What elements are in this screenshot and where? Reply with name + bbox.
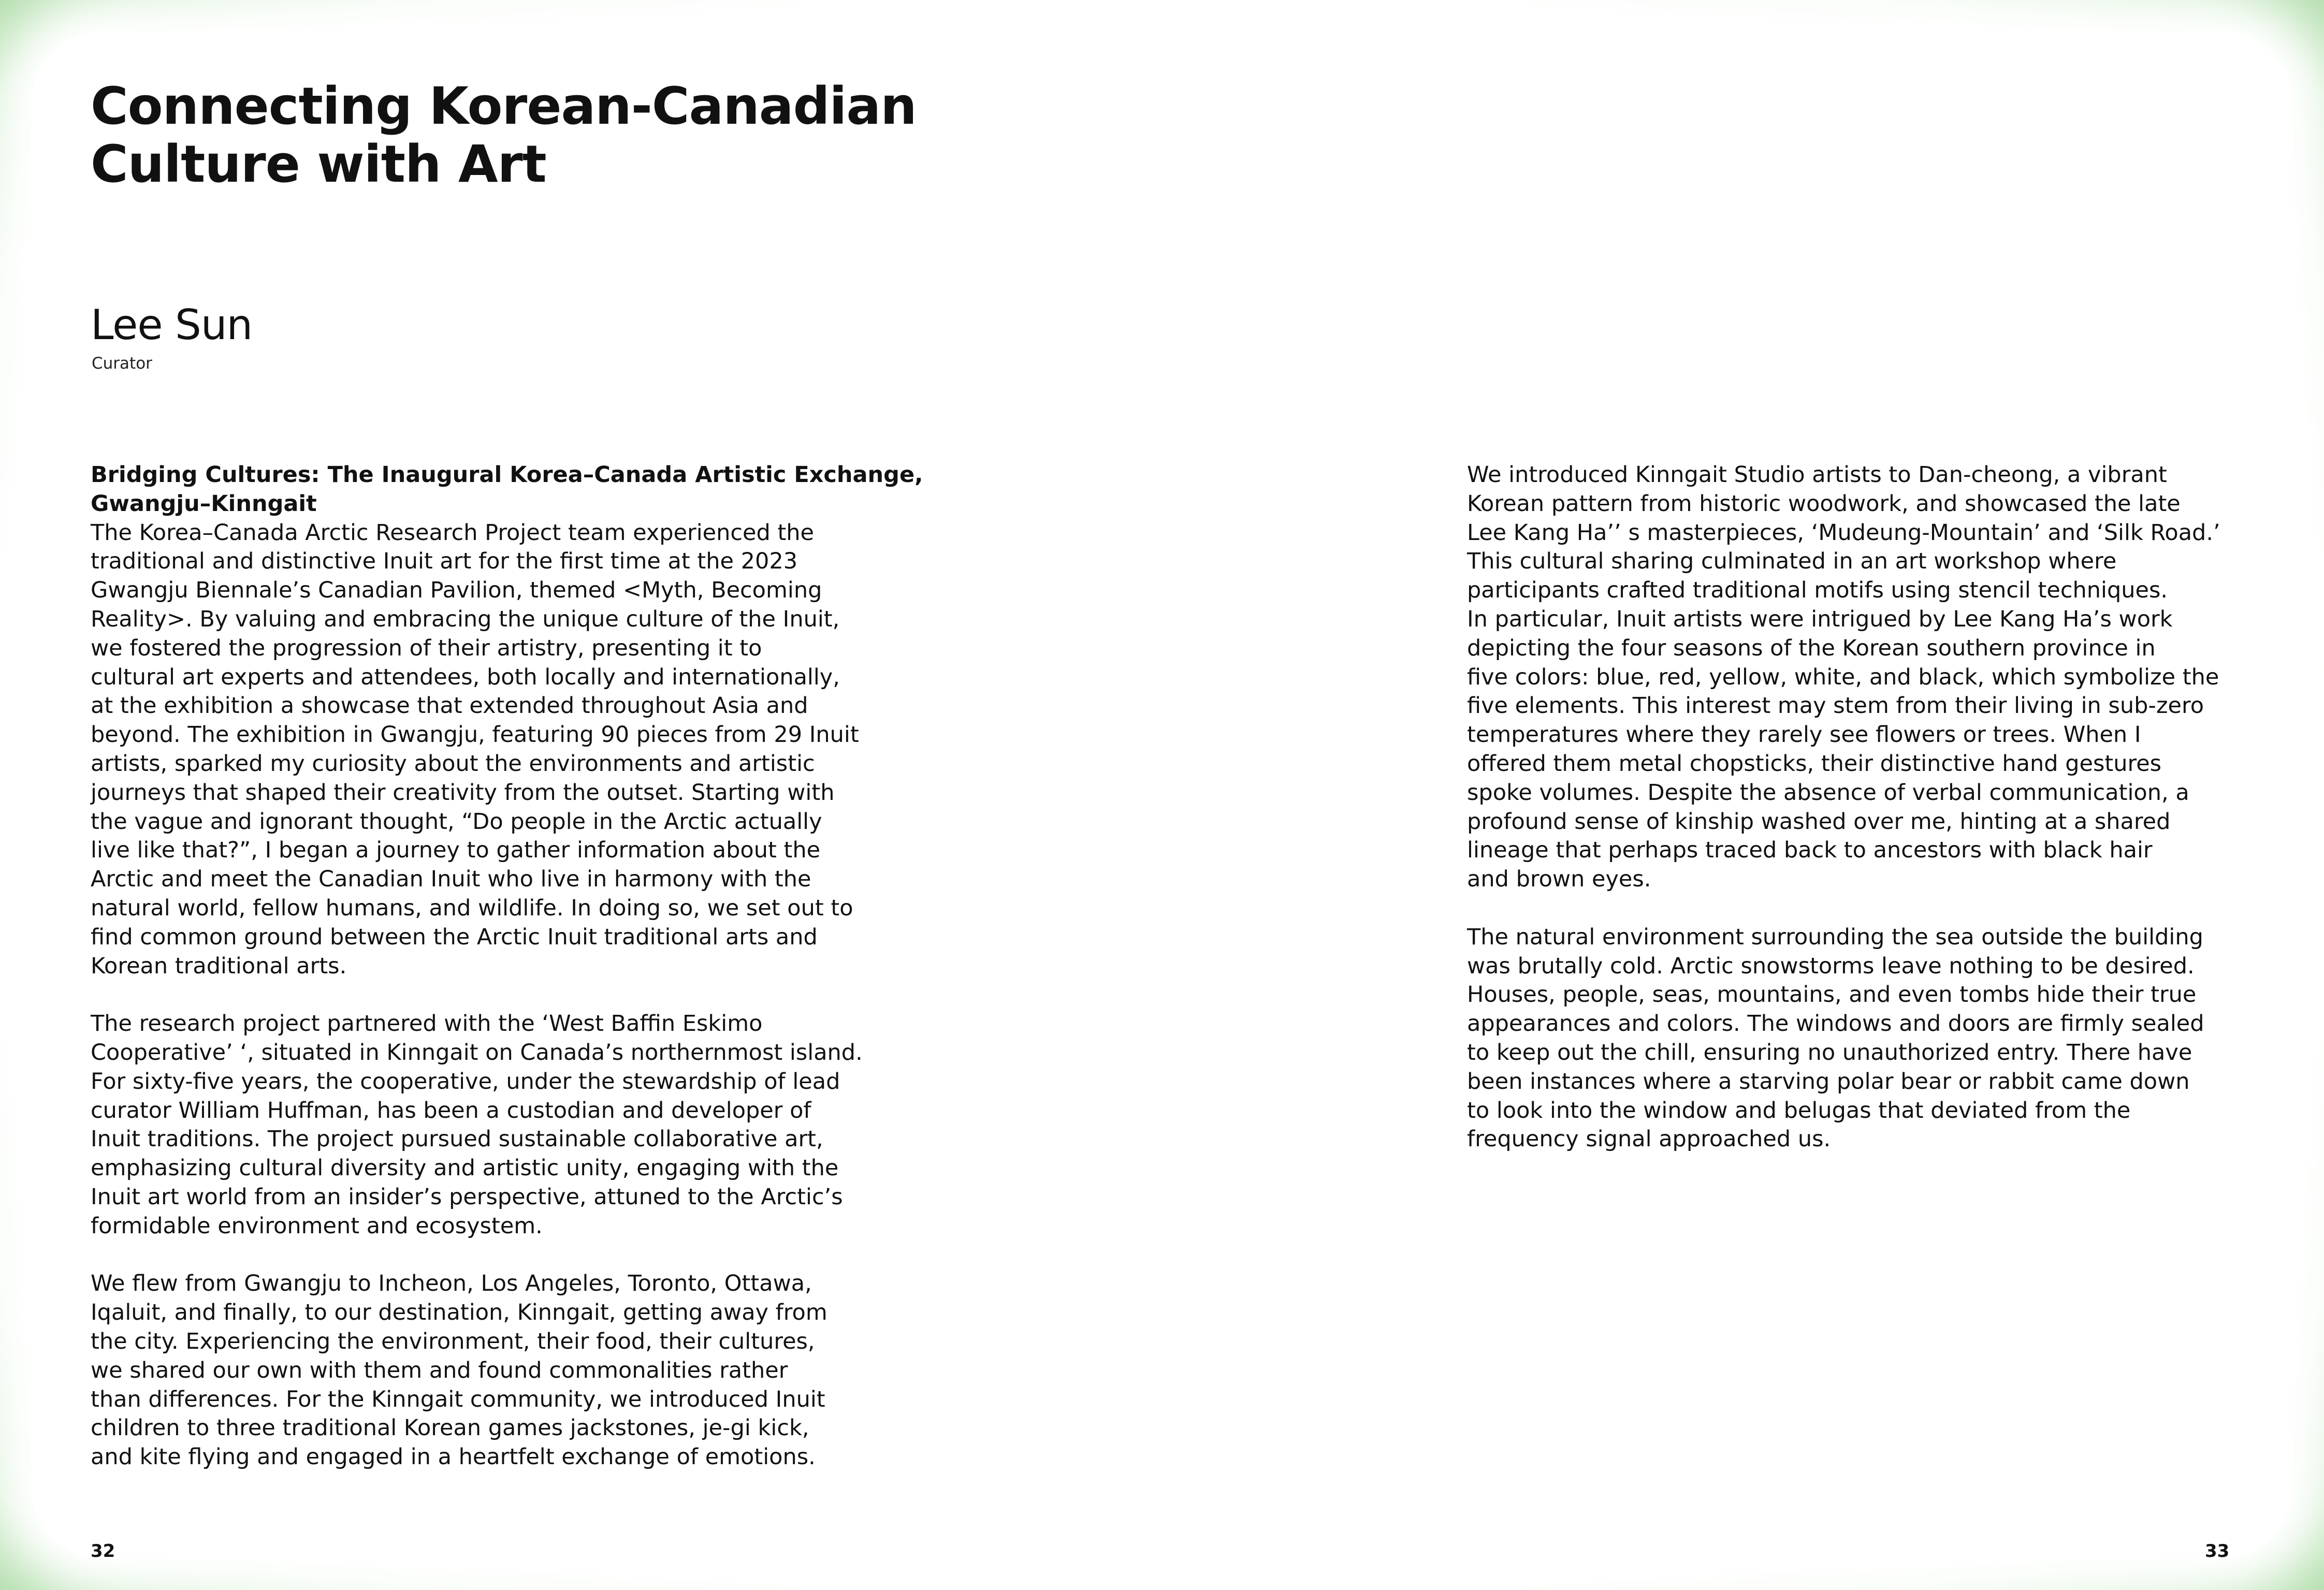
right-text-column — [1467, 461, 2244, 1154]
text-line: five colors: blue, red, yellow, white, and black, which symbolize the — [1467, 664, 2219, 690]
text-line: been instances where a starving polar bear or rabbit came down — [1467, 1068, 2190, 1095]
body-paragraph — [1467, 461, 2244, 894]
text-line: Lee Kang Ha’’ s masterpieces, ‘Mudeung-Mountain’ and ‘Silk Road.’ — [1467, 519, 2220, 546]
text-line: In particular, Inuit artists were intrigued by Lee Kang Ha’s work — [1467, 606, 2173, 632]
text-line: to keep out the chill, ensuring no unauthorized entry. There have — [1467, 1039, 2192, 1066]
text-line: Reality>. By valuing and embracing the unique culture of the Inuit, — [91, 606, 840, 632]
text-line: Houses, people, seas, mountains, and even tombs hide their true — [1467, 982, 2197, 1008]
text-line: appearances and colors. The windows and doors are firmly sealed — [1467, 1011, 2204, 1037]
text-line: beyond. The exhibition in Gwangju, featuring 90 pieces from 29 Inuit — [91, 722, 859, 748]
text-line: cultural art experts and attendees, both locally and internationally, — [91, 664, 840, 690]
text-line: journeys that shaped their creativity from the outset. Starting with — [91, 779, 835, 806]
text-line: than differences. For the Kinngait community, we introduced Inuit — [91, 1386, 825, 1412]
author-name: Lee Sun — [91, 301, 253, 349]
text-line: Inuit traditions. The project pursued sustainable collaborative art, — [91, 1126, 823, 1153]
body-paragraph — [91, 1010, 867, 1241]
section-heading — [91, 461, 923, 519]
text-line: Korean traditional arts. — [91, 953, 347, 979]
page-number-right: 33 — [2205, 1541, 2230, 1562]
text-line: and kite flying and engaged in a heartfelt exchange of emotions. — [91, 1444, 816, 1470]
text-line: Gwangju–Kinngait — [91, 490, 317, 517]
text-line: traditional and distinctive Inuit art for the first time at the 2023 — [91, 548, 798, 575]
text-line: the vague and ignorant thought, “Do people in the Arctic actually — [91, 808, 822, 835]
text-line: Inuit art world from an insider’s perspective, attuned to the Arctic’s — [91, 1184, 843, 1210]
text-line: Cooperative’ ‘, situated in Kinngait on Canada’s northernmost island. — [91, 1039, 863, 1066]
paragraph-gap — [91, 1241, 867, 1270]
text-line: curator William Huffman, has been a custodian and developer of — [91, 1097, 811, 1124]
text-line: Iqaluit, and finally, to our destination, Kinngait, getting away from — [91, 1300, 827, 1326]
text-line: five elements. This interest may stem from their living in sub-zero — [1467, 693, 2204, 719]
paragraph-gap — [91, 981, 867, 1010]
text-line: temperatures where they rarely see flowers or trees. When I — [1467, 722, 2141, 748]
article-title-line: Connecting Korean-Canadian — [91, 77, 917, 136]
text-line: We flew from Gwangju to Incheon, Los Angeles, Toronto, Ottawa, — [91, 1271, 812, 1297]
text-line: Gwangju Biennale’s Canadian Pavilion, themed <Myth, Becoming — [91, 577, 822, 604]
text-line: artists, sparked my curiosity about the environments and artistic — [91, 750, 815, 777]
text-line: The natural environment surrounding the sea outside the building — [1467, 924, 2203, 950]
text-line: We introduced Kinngait Studio artists to Dan-cheong, a vibrant — [1467, 462, 2167, 488]
article-title-line: Culture with Art — [91, 135, 546, 194]
text-line: The Korea–Canada Arctic Research Project team experienced the — [91, 519, 815, 546]
text-line: frequency signal approached us. — [1467, 1126, 1831, 1153]
author-role: Curator — [92, 354, 152, 373]
text-line: profound sense of kinship washed over me, hinting at a shared — [1467, 808, 2171, 835]
left-text-column — [91, 461, 923, 1472]
text-line: emphasizing cultural diversity and artistic unity, engaging with the — [91, 1155, 839, 1181]
text-line: was brutally cold. Arctic snowstorms leave nothing to be desired. — [1467, 953, 2195, 979]
paragraph-gap — [1467, 894, 2244, 923]
text-line: and brown eyes. — [1467, 866, 1651, 893]
text-line: the city. Experiencing the environment, their food, their cultures, — [91, 1328, 815, 1354]
text-line: spoke volumes. Despite the absence of verbal communication, a — [1467, 779, 2189, 806]
text-line: The research project partnered with the ‘West Baffin Eskimo — [91, 1011, 763, 1037]
text-line: depicting the four seasons of the Korean southern province in — [1467, 635, 2156, 661]
text-line: to look into the window and belugas that deviated from the — [1467, 1097, 2131, 1124]
page-number-left: 32 — [91, 1541, 115, 1562]
text-line: we shared our own with them and found commonalities rather — [91, 1357, 788, 1383]
text-line: Bridging Cultures: The Inaugural Korea–Canada Artistic Exchange, — [91, 462, 923, 488]
text-line: For sixty-five years, the cooperative, under the stewardship of lead — [91, 1068, 840, 1095]
text-line: find common ground between the Arctic Inuit traditional arts and — [91, 924, 818, 950]
text-line: Korean pattern from historic woodwork, and showcased the late — [1467, 490, 2181, 517]
text-line: live like that?”, I began a journey to gather information about the — [91, 837, 821, 864]
text-line: natural world, fellow humans, and wildlife. In doing so, we set out to — [91, 895, 853, 921]
text-line: participants crafted traditional motifs using stencil techniques. — [1467, 577, 2168, 604]
body-paragraph — [1467, 923, 2244, 1154]
text-line: offered them metal chopsticks, their distinctive hand gestures — [1467, 750, 2162, 777]
text-line: This cultural sharing culminated in an art workshop where — [1467, 548, 2117, 575]
text-line: we fostered the progression of their artistry, presenting it to — [91, 635, 762, 661]
article-title — [91, 78, 971, 194]
body-paragraph — [91, 519, 867, 981]
text-line: Arctic and meet the Canadian Inuit who live in harmony with the — [91, 866, 811, 893]
text-line: children to three traditional Korean games jackstones, je-gi kick, — [91, 1415, 809, 1441]
text-line: at the exhibition a showcase that extended throughout Asia and — [91, 693, 808, 719]
body-paragraph — [91, 1270, 867, 1472]
text-line: lineage that perhaps traced back to ancestors with black hair — [1467, 837, 2153, 864]
text-line: formidable environment and ecosystem. — [91, 1213, 543, 1239]
